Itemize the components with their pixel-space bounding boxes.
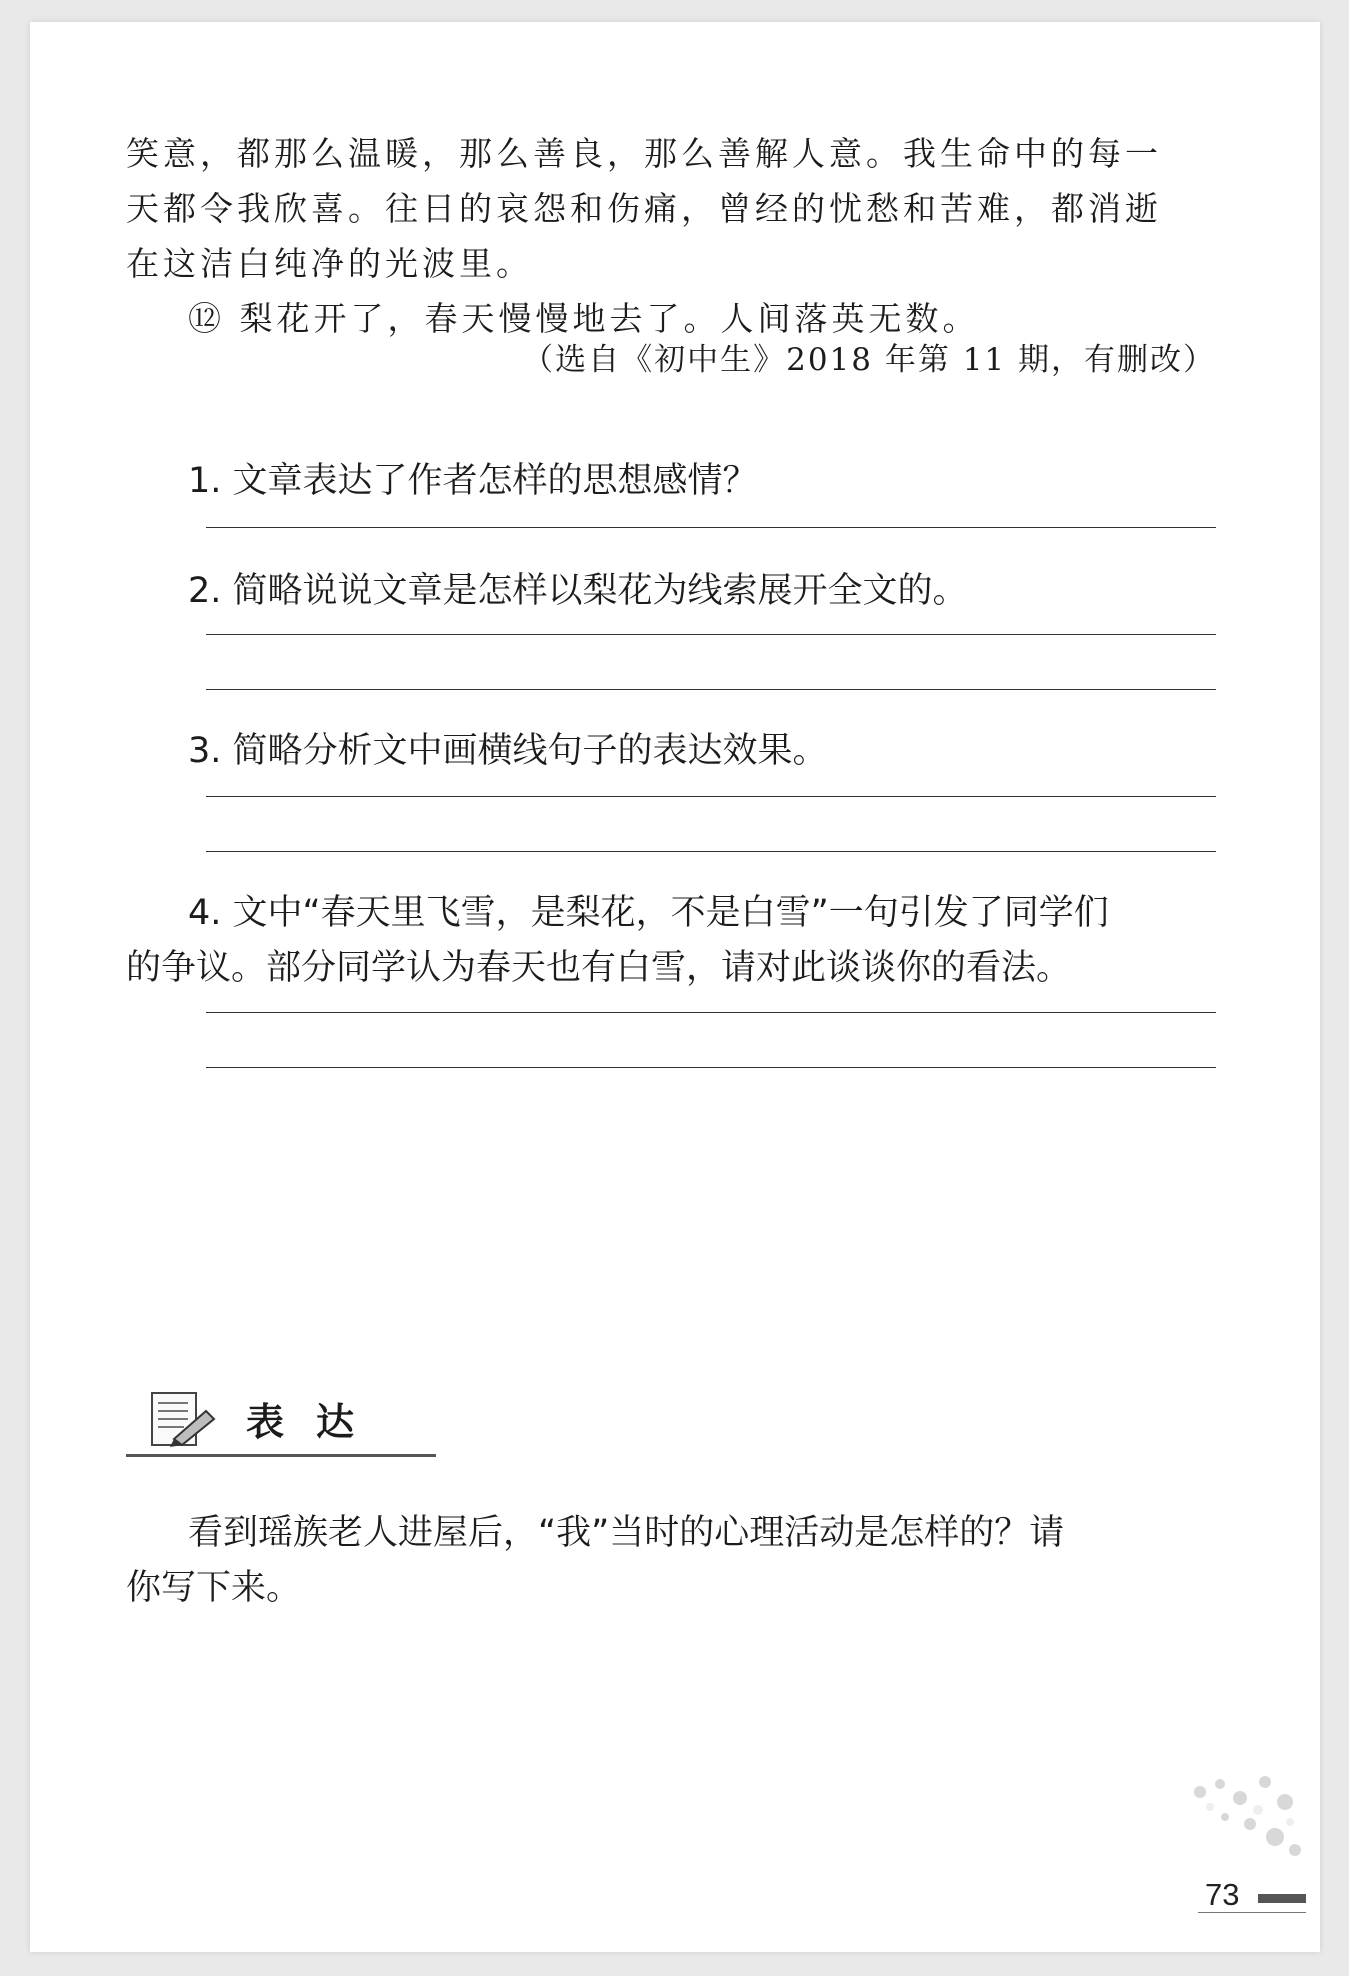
question-4-line-2: 的争议。部分同学认为春天也有白雪，请对此谈谈你的看法。 bbox=[126, 948, 1072, 988]
textbook-page bbox=[30, 22, 1320, 1952]
question-2: 2. 简略说说文章是怎样以梨花为线索展开全文的。 bbox=[188, 571, 968, 611]
notebook-pen-icon bbox=[148, 1389, 220, 1449]
answer-line-2a[interactable] bbox=[206, 634, 1216, 635]
answer-line-3b[interactable] bbox=[206, 851, 1216, 852]
section-rule bbox=[126, 1454, 436, 1457]
answer-line-1[interactable] bbox=[206, 527, 1216, 528]
question-4-line-1: 4. 文中“春天里飞雪，是梨花，不是白雪”一句引发了同学们 bbox=[188, 893, 1109, 933]
pear-blossom-decoration bbox=[1180, 1762, 1310, 1872]
answer-line-4b[interactable] bbox=[206, 1067, 1216, 1068]
page-number-underline bbox=[1198, 1912, 1306, 1913]
expression-prompt-line-2: 你写下来。 bbox=[126, 1568, 302, 1608]
question-1: 1. 文章表达了作者怎样的思想感情？ bbox=[188, 461, 758, 501]
expression-prompt-line-1: 看到瑶族老人进屋后，“我”当时的心理活动是怎样的？请 bbox=[188, 1513, 1065, 1553]
answer-line-4a[interactable] bbox=[206, 1012, 1216, 1013]
page-number-bar bbox=[1258, 1894, 1306, 1903]
page-number: 73 bbox=[1205, 1877, 1240, 1912]
answer-line-2b[interactable] bbox=[206, 689, 1216, 690]
section-title: 表达 bbox=[246, 1400, 387, 1444]
question-3: 3. 简略分析文中画横线句子的表达效果。 bbox=[188, 731, 828, 771]
passage-line-1: 笑意，都那么温暖，那么善良，那么善解人意。我生命中的每一 bbox=[126, 134, 1162, 173]
passage-line-2: 天都令我欣喜。往日的哀怨和伤痛，曾经的忧愁和苦难，都消逝 bbox=[126, 189, 1162, 228]
source-citation: （选自《初中生》2018 年第 11 期，有删改） bbox=[522, 342, 1216, 378]
answer-line-3a[interactable] bbox=[206, 796, 1216, 797]
passage-line-3: 在这洁白纯净的光波里。 bbox=[126, 244, 533, 283]
paragraph-12: ⑫ 梨花开了，春天慢慢地去了。人间落英无数。 bbox=[188, 299, 980, 338]
section-header-expression bbox=[126, 1387, 446, 1457]
